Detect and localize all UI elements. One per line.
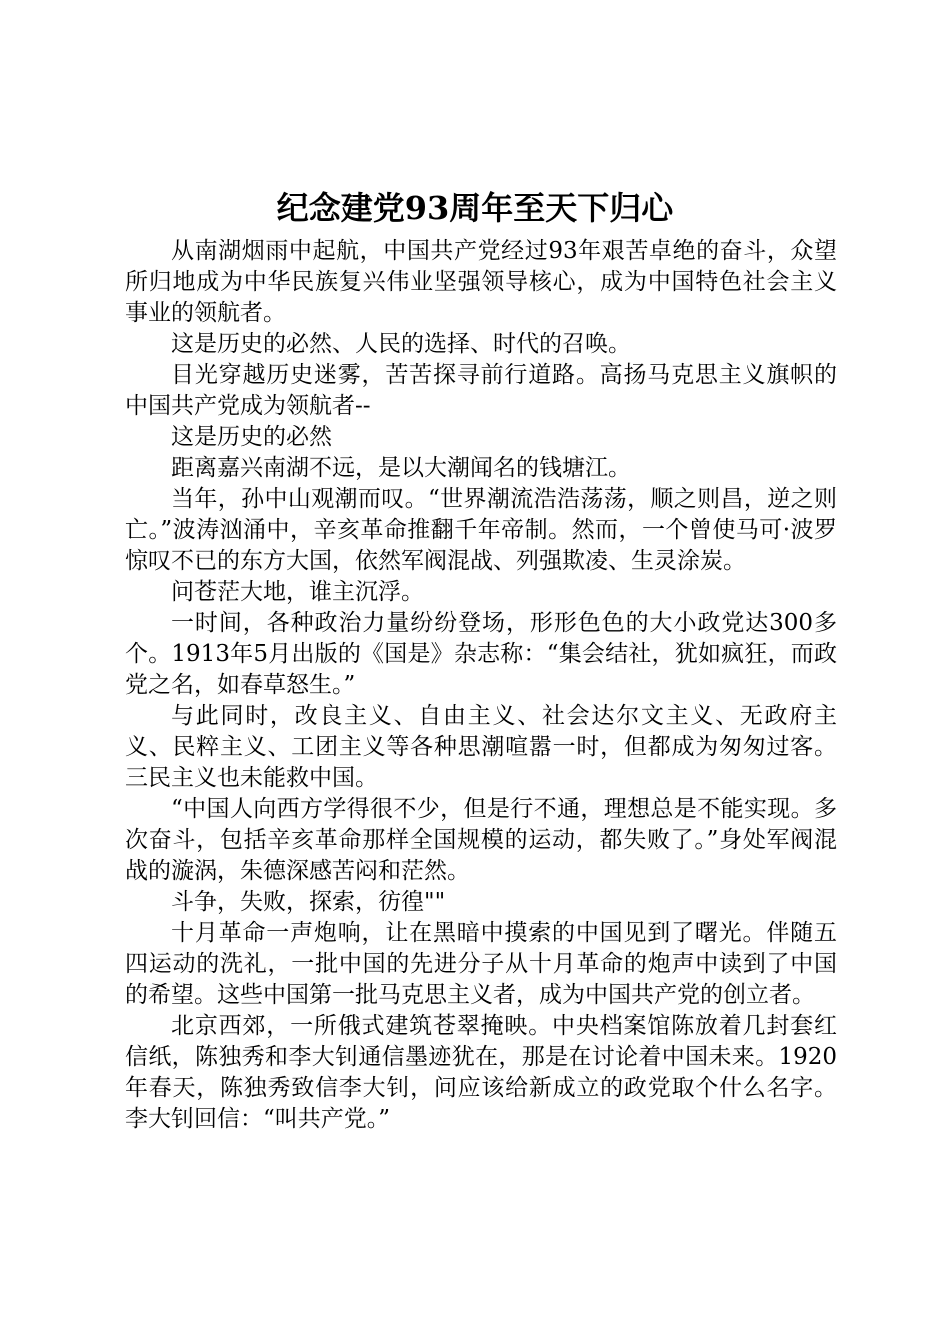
document-body	[125, 236, 837, 1135]
paragraph: 当年，孙中山观潮而叹。“世界潮流浩浩荡荡，顺之则昌，逆之则亡。”波涛汹涌中，辛亥革命推翻千年帝制。然而，一个曾使马可·波罗惊叹不已的东方大国，依然军阀混战、列强欺凌、生灵涂炭。	[125, 486, 837, 574]
paragraph: 目光穿越历史迷雾，苦苦探寻前行道路。高扬马克思主义旗帜的中国共产党成为领航者--	[125, 362, 837, 419]
paragraph: 与此同时，改良主义、自由主义、社会达尔文主义、无政府主义、民粹主义、工团主义等各种思潮喧嚣一时，但都成为匆匆过客。三民主义也未能救中国。	[125, 703, 837, 791]
paragraph: 十月革命一声炮响，让在黑暗中摸索的中国见到了曙光。伴随五四运动的洗礼，一批中国的先进分子从十月革命的炮声中读到了中国的希望。这些中国第一批马克思主义者，成为中国共产党的创立者。	[125, 920, 837, 1008]
paragraph: 这是历史的必然	[171, 424, 332, 450]
paragraph: 斗争，失败，探索，彷徨""	[171, 889, 446, 915]
paragraph: 距离嘉兴南湖不远，是以大潮闻名的钱塘江。	[171, 455, 631, 481]
paragraph: 从南湖烟雨中起航，中国共产党经过93年艰苦卓绝的奋斗，众望所归地成为中华民族复兴伟业坚强领导核心，成为中国特色社会主义事业的领航者。	[125, 238, 837, 326]
paragraph: 问苍茫大地，谁主沉浮。	[171, 579, 424, 605]
document-title: 纪念建党93周年至天下归心	[276, 189, 674, 227]
paragraph: 一时间，各种政治力量纷纷登场，形形色色的大小政党达300多个。1913年5月出版的《国是》杂志称：“集会结社，犹如疯狂，而政党之名，如春草怒生。”	[125, 610, 837, 698]
paragraph: 北京西郊，一所俄式建筑苍翠掩映。中央档案馆陈放着几封套红信纸，陈独秀和李大钊通信墨迹犹在，那是在讨论着中国未来。1920年春天，陈独秀致信李大钊，问应该给新成立的政党取个什么名字。李大钊回信：“叫共产党。”	[125, 1013, 837, 1132]
paragraph: “中国人向西方学得很不少，但是行不通，理想总是不能实现。多次奋斗，包括辛亥革命那样全国规模的运动，都失败了。”身处军阀混战的漩涡，朱德深感苦闷和茫然。	[125, 796, 837, 884]
paragraph: 这是历史的必然、人民的选择、时代的召唤。	[171, 331, 631, 357]
